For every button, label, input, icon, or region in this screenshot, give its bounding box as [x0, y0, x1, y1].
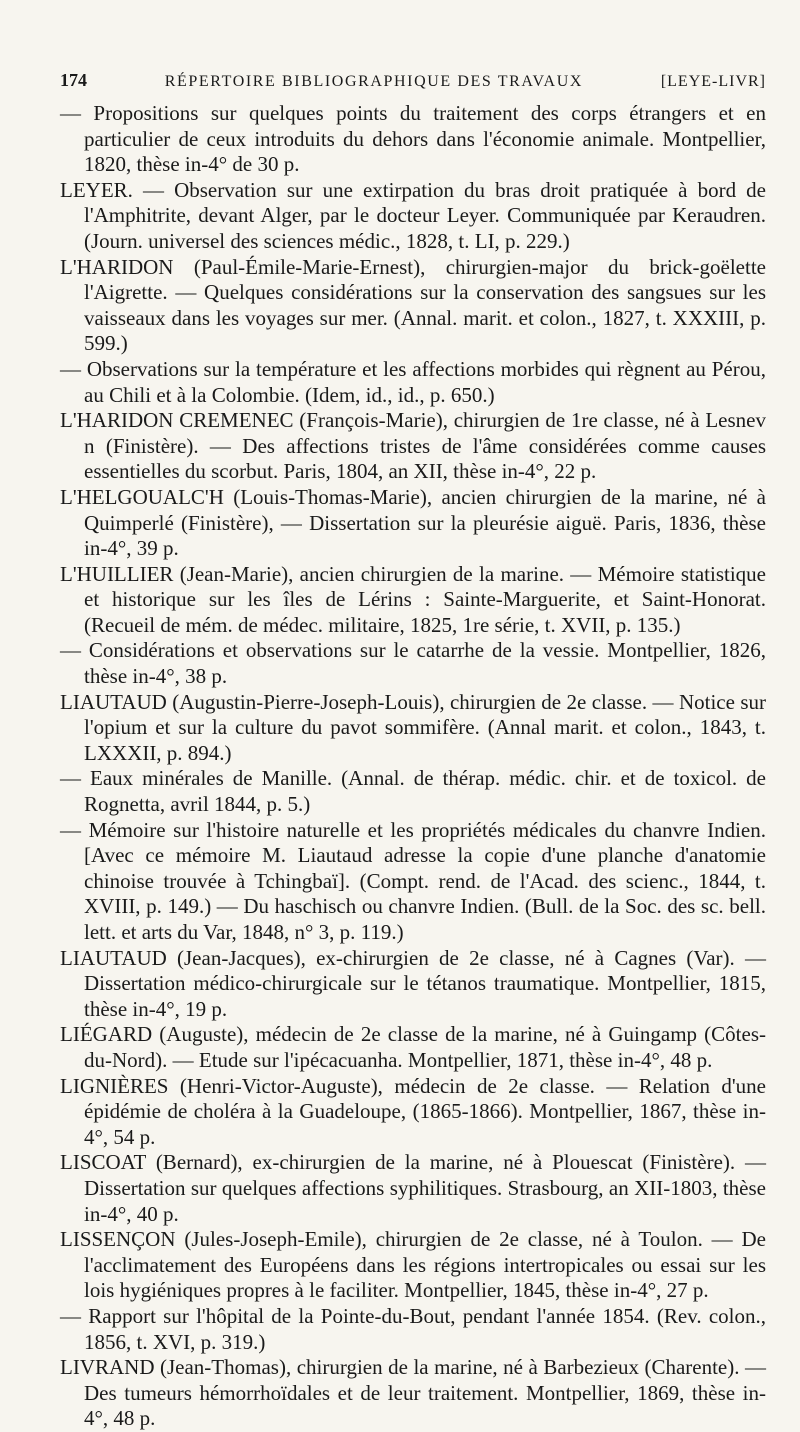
entry: LISSENÇON (Jules-Joseph-Emile), chirurgien de 2e classe, né à Toulon. — De l'acclimatement des Européens dans les régions intertropicales ou essai sur les lois hygiéniques propres à le faciliter. Montpellier, 1845, thèse in-4°, 27 p. — [60, 1227, 766, 1303]
entry: LIAUTAUD (Augustin-Pierre-Joseph-Louis), chirurgien de 2e classe. — Notice sur l'opium et sur la culture du pavot sommifère. (Annal marit. et colon., 1843, t. LXXXII, p. 894.) — [60, 689, 766, 765]
entry: L'HELGOUALC'H (Louis-Thomas-Marie), ancien chirurgien de la marine, né à Quimperlé (Finistère), — Dissertation sur la pleurésie aiguë. Paris, 1836, thèse in-4°, 39 p. — [60, 484, 766, 561]
entry: — Observations sur la température et les affections morbides qui règnent au Pérou, au Chili et à la Colombie. (Idem, id., id., p. 650.) — [60, 356, 766, 407]
bibliography-entries — [60, 101, 766, 1432]
entry: LEYER. — Observation sur une extirpation du bras droit pratiquée à bord de l'Amphitrite, devant Alger, par le docteur Leyer. Communiquée par Keraudren. (Journ. universel des sciences médic., 1828, t. LI, p. 229.) — [60, 177, 766, 253]
entry: — Rapport sur l'hôpital de la Pointe-du-Bout, pendant l'année 1854. (Rev. colon., 1856, t. XVI, p. 319.) — [60, 1303, 766, 1354]
entry: LIGNIÈRES (Henri-Victor-Auguste), médecin de 2e classe. — Relation d'une épidémie de choléra à la Guadeloupe, (1865-1866). Montpellier, 1867, thèse in-4°, 54 p. — [60, 1073, 766, 1149]
entry: — Mémoire sur l'histoire naturelle et les propriétés médicales du chanvre Indien. [Avec ce mémoire M. Liautaud adresse la copie d'une planche d'anatomie chinoise trouvée à Tchingbaï]. (Compt. rend. de l'Acad. des scienc., 1844, t. XVIII, p. 149.) — Du haschisch ou chanvre Indien. (Bull. de la Soc. des sc. bell. lett. et arts du Var, 1848, n° 3, p. 119.) — [60, 817, 766, 944]
page-number: 174 — [60, 70, 87, 90]
entry: L'HARIDON (Paul-Émile-Marie-Ernest), chirurgien-major du brick-goëlette l'Aigrette. — Quelques considérations sur la conservation des sangsues sur les vaisseaux dans les voyages sur mer. (Annal. marit. et colon., 1827, t. XXXIII, p. 599.) — [60, 254, 766, 356]
entry: — Considérations et observations sur le catarrhe de la vessie. Montpellier, 1826, thèse in-4°, 38 p. — [60, 638, 766, 689]
entry: LIÉGARD (Auguste), médecin de 2e classe de la marine, né à Guingamp (Côtes-du-Nord). — Etude sur l'ipécacuanha. Montpellier, 1871, thèse in-4°, 48 p. — [60, 1022, 766, 1072]
entry: — Propositions sur quelques points du traitement des corps étrangers et en particulier de ceux introduits du dehors dans l'économie animale. Montpellier, 1820, thèse in-4° de 30 p. — [60, 101, 766, 177]
entry: LIVRAND (Jean-Thomas), chirurgien de la marine, né à Barbezieux (Charente). — Des tumeurs hémorrhoïdales et de leur traitement. Montpellier, 1869, thèse in-4°, 48 p. — [60, 1355, 766, 1431]
running-head-range: [LEYE-LIVR] — [660, 73, 766, 90]
entry: L'HARIDON CREMENEC (François-Marie), chirurgien de 1re classe, né à Lesnev n (Finistère). — Des affections tristes de l'âme considérées comme causes essentielles du scorbut. Paris, 1804, an XII, thèse in-4°, 22 p. — [60, 408, 766, 484]
entry: L'HUILLIER (Jean-Marie), ancien chirurgien de la marine. — Mémoire statistique et historique sur les îles de Lérins : Sainte-Marguerite, et Saint-Honorat. (Recueil de mém. de médec. militaire, 1825, 1re série, t. XVII, p. 135.) — [60, 561, 766, 637]
entry: — Eaux minérales de Manille. (Annal. de thérap. médic. chir. et de toxicol. de Rognetta, avril 1844, p. 5.) — [60, 766, 766, 817]
entry: LIAUTAUD (Jean-Jacques), ex-chirurgien de 2e classe, né à Cagnes (Var). — Dissertation médico-chirurgicale sur le tétanos traumatique. Montpellier, 1815, thèse in-4°, 19 p. — [60, 945, 766, 1021]
running-title: RÉPERTOIRE BIBLIOGRAPHIQUE DES TRAVAUX — [164, 73, 584, 90]
page-header — [60, 70, 766, 91]
entry: LISCOAT (Bernard), ex-chirurgien de la marine, né à Plouescat (Finistère). — Dissertation sur quelques affections syphilitiques. Strasbourg, an XII-1803, thèse in-4°, 40 p. — [60, 1150, 766, 1226]
